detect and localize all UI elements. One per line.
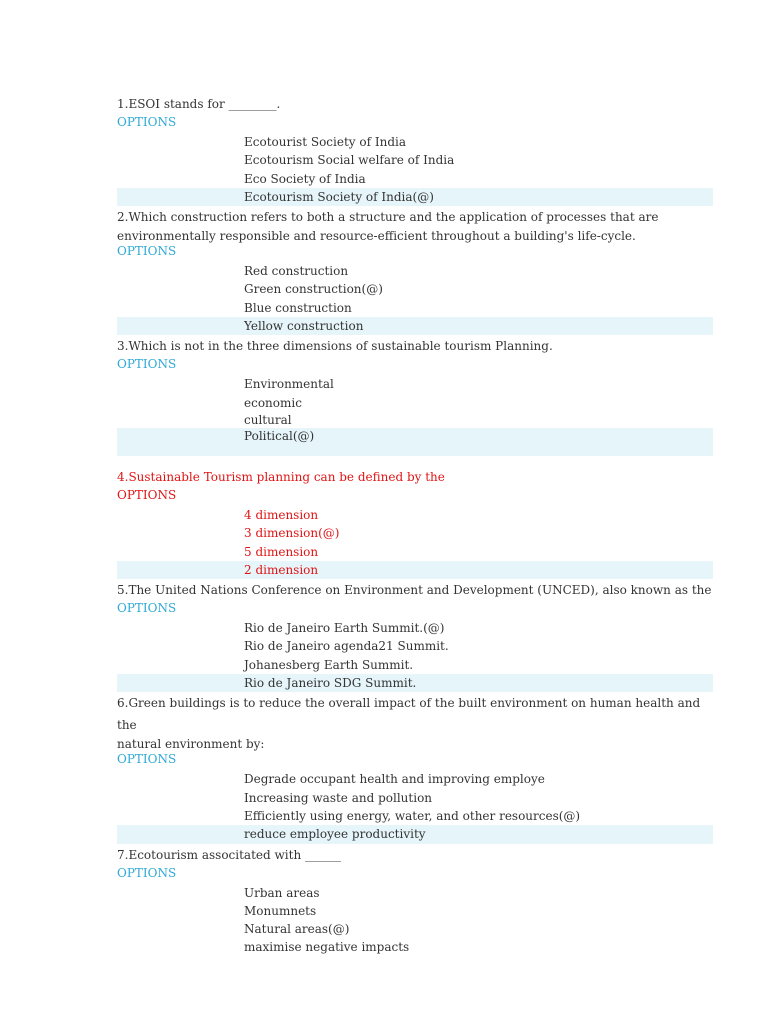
question-5 bbox=[117, 579, 713, 692]
option: Eco Society of India bbox=[244, 171, 366, 186]
question-text: 6.Green buildings is to reduce the overall impact of the built environment on human health and the bbox=[117, 696, 701, 733]
option: Environmental bbox=[244, 377, 334, 392]
options-list bbox=[117, 770, 713, 843]
option-shaded: Political(@) bbox=[117, 428, 713, 456]
options-list bbox=[117, 262, 713, 335]
option: Ecotourism Social welfare of India bbox=[244, 153, 455, 168]
option: Ecotourist Society of India bbox=[244, 135, 406, 149]
option: Degrade occupant health and improving employe bbox=[244, 772, 545, 787]
option: Johanesberg Earth Summit. bbox=[244, 657, 414, 672]
question-6 bbox=[117, 692, 713, 843]
question-4 bbox=[117, 466, 713, 579]
question-text-continued: natural environment by: bbox=[117, 737, 265, 752]
question-text: 2.Which construction refers to both a structure and the application of processes that are bbox=[117, 210, 659, 225]
options-list bbox=[117, 884, 713, 957]
option: 3 dimension(@) bbox=[244, 526, 340, 541]
option: 4 dimension bbox=[244, 507, 319, 522]
option-shaded: 2 dimension bbox=[117, 561, 713, 579]
options-label: OPTIONS bbox=[117, 752, 177, 767]
question-text-continued: environmentally responsible and resource-efficient throughout a building's life-cycle. bbox=[117, 229, 636, 244]
option-shaded: Ecotourism Society of India(@) bbox=[117, 188, 713, 206]
question-3 bbox=[117, 335, 713, 466]
options-label: OPTIONS bbox=[117, 487, 177, 502]
option: cultural bbox=[244, 412, 292, 427]
question-text: 3.Which is not in the three dimensions of sustainable tourism Planning. bbox=[117, 339, 553, 354]
option: 5 dimension bbox=[244, 544, 319, 559]
option: Red construction bbox=[244, 264, 349, 279]
options-list bbox=[117, 133, 713, 206]
question-text: 5.The United Nations Conference on Environment and Development (UNCED), also known as the bbox=[117, 583, 712, 598]
options-label: OPTIONS bbox=[117, 865, 177, 880]
option: Urban areas bbox=[244, 885, 320, 900]
option-shaded: reduce employee productivity bbox=[117, 825, 713, 843]
question-7 bbox=[117, 844, 713, 957]
options-label: OPTIONS bbox=[117, 115, 177, 129]
option: Rio de Janeiro agenda21 Summit. bbox=[244, 639, 449, 654]
option: Monumnets bbox=[244, 903, 317, 918]
option: economic bbox=[244, 395, 302, 410]
option: Natural areas(@) bbox=[244, 922, 350, 937]
options-label: OPTIONS bbox=[117, 357, 177, 372]
options-label: OPTIONS bbox=[117, 601, 177, 616]
options-list bbox=[117, 506, 713, 579]
option: Increasing waste and pollution bbox=[244, 790, 433, 805]
option: maximise negative impacts bbox=[244, 940, 410, 955]
question-text: 7.Ecotourism associtated with ______ bbox=[117, 847, 341, 862]
option-shaded: Rio de Janeiro SDG Summit. bbox=[117, 674, 713, 692]
question-text: 1.ESOI stands for ________. bbox=[117, 97, 281, 111]
options-label: OPTIONS bbox=[117, 244, 177, 259]
quiz-document bbox=[117, 93, 713, 957]
option: Efficiently using energy, water, and other resources(@) bbox=[244, 808, 581, 823]
question-1 bbox=[117, 93, 713, 206]
option: Blue construction bbox=[244, 300, 352, 315]
option: Rio de Janeiro Earth Summit.(@) bbox=[244, 621, 445, 636]
spacer bbox=[117, 456, 713, 466]
option: Green construction(@) bbox=[244, 282, 383, 297]
option-shaded: Yellow construction bbox=[117, 317, 713, 335]
options-list bbox=[117, 375, 713, 456]
question-text: 4.Sustainable Tourism planning can be defined by the bbox=[117, 469, 445, 484]
question-2 bbox=[117, 206, 713, 335]
options-list bbox=[117, 619, 713, 692]
